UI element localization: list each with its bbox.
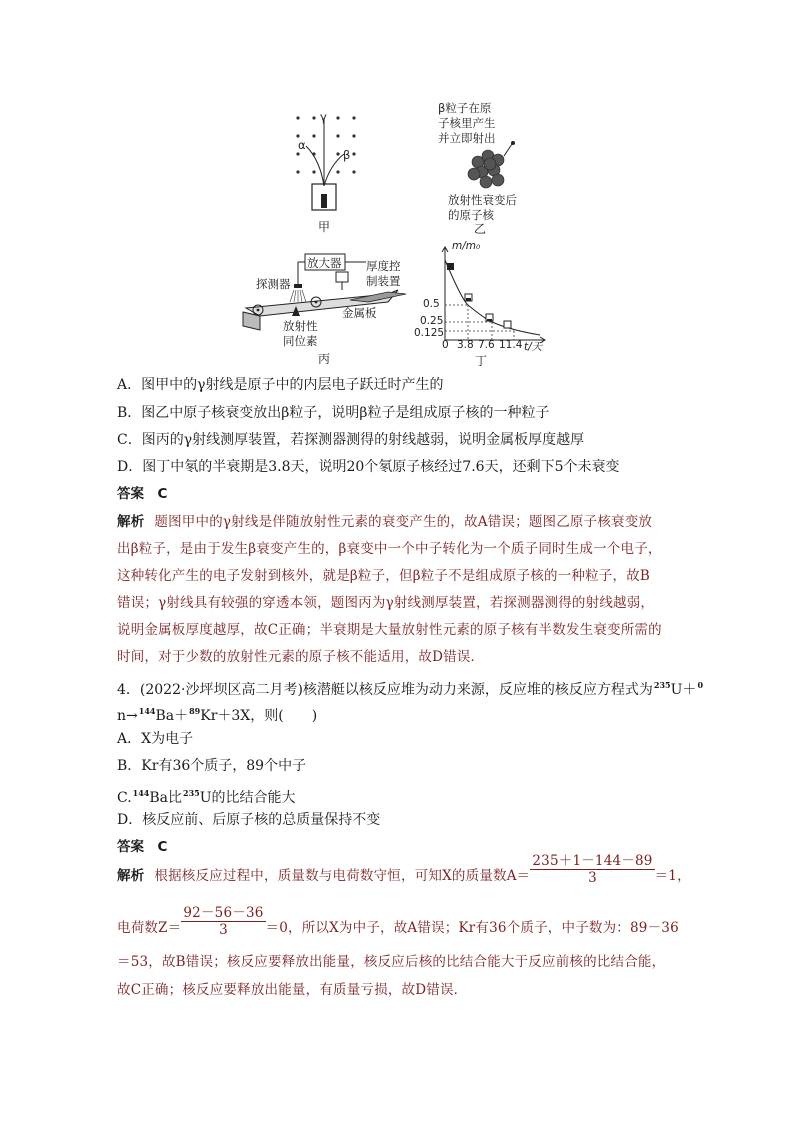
mass-number-fraction: [530, 853, 654, 886]
yi-text-4: 放射性衰变后: [448, 193, 517, 207]
q3-option-d: D．图丁中氡的半衰期是3.8天，说明20个氡原子核经过7.6天，还剩下5个未衰变: [117, 459, 620, 475]
u235-mass: 235: [653, 680, 671, 690]
xtick-2: 11.4: [499, 339, 523, 351]
metal-label: 金属板: [342, 306, 377, 320]
yi-text-1: β粒子在原: [438, 101, 492, 115]
q4-stem-2: [117, 701, 317, 726]
graph-xlabel: t/天: [524, 341, 543, 353]
caption-jia: 甲: [318, 220, 331, 234]
q4-stem-1: [117, 675, 703, 700]
q4-stem-text-1: 4．(2022·沙坪坝区高二月考)核潜艇以核反应堆为动力来源，反应堆的核反应方程式为: [117, 682, 653, 698]
ytick-2: 0.125: [414, 327, 445, 339]
q4-explanation-2: [117, 905, 679, 938]
ba144-mass: 144: [138, 706, 156, 716]
graph-origin: 0: [442, 339, 449, 351]
q4-stem-text-3: n→: [117, 708, 138, 724]
caption-yi: 乙: [474, 222, 487, 236]
alpha-label: α: [298, 138, 306, 152]
q4-exp-text-3: 电荷数Z＝: [117, 920, 182, 936]
charge-number-fraction: [181, 905, 265, 938]
nucleus-diagram: [460, 140, 540, 192]
xtick-1: 7.6: [478, 339, 495, 351]
q4-option-c-text-3: U的比结合能大: [199, 790, 296, 806]
q4-explanation-4: 故C正确；核反应要释放出能量，有质量亏损，故D错误．: [117, 982, 468, 998]
q3-answer: 答案 C: [117, 486, 168, 502]
q3-option-b: B．图乙中原子核衰变放出β粒子，说明β粒子是组成原子核的一种粒子: [117, 405, 550, 421]
q4-option-c: [117, 783, 296, 808]
q4-option-c-text-2: Ba比: [149, 790, 183, 806]
ytick-0: 0.5: [423, 298, 440, 310]
q4-option-b: B．Kr有36个质子，89个中子: [117, 758, 307, 774]
thickness-label-1: 厚度控: [366, 259, 401, 273]
q3-explanation-3: 这种转化产生的电子发射到核外，就是β粒子，但β粒子不是组成原子核的一种粒子，故B: [117, 568, 651, 584]
beta-label: β: [343, 148, 351, 162]
detector-label: 探测器: [256, 277, 291, 291]
caption-ding: 丁: [475, 354, 488, 368]
q4-stem-text-4: Ba＋: [155, 708, 189, 724]
yi-text-2: 子核里产生: [438, 116, 496, 130]
q4-exp-text-2: ＝1，: [654, 868, 691, 884]
ytick-1: 0.25: [420, 315, 444, 327]
q4-answer: 答案 C: [117, 839, 168, 855]
isotope-label-2: 同位素: [283, 334, 318, 348]
q3-exp-text-1: 题图甲中的γ射线是伴随放射性元素的衰变产生的，故A错误；题图乙原子核衰变放: [154, 514, 653, 530]
graph-ylabel: m/m₀: [452, 240, 481, 252]
q4-explanation-label: 解析: [117, 868, 145, 884]
gamma-label: γ: [320, 110, 327, 124]
q3-option-c: C．图丙的γ射线测厚装置，若探测器测得的射线越弱，说明金属板厚度越厚: [117, 432, 585, 448]
fraction-numerator: 235＋1－144－89: [532, 853, 653, 869]
fraction-numerator-2: 92－56－36: [183, 905, 264, 921]
amplifier-label: 放大器: [307, 256, 342, 270]
q4-option-d: D．核反应前、后原子核的总质量保持不变: [117, 812, 381, 828]
q3-explanation-1: [117, 512, 652, 532]
ba144-mass-c: 144: [132, 788, 150, 798]
q4-exp-text-1: 根据核反应过程中，质量数与电荷数守恒，可知X的质量数A＝: [154, 868, 531, 884]
q4-explanation-1: [117, 853, 691, 886]
yi-text-5: 的原子核: [448, 208, 494, 222]
isotope-label-1: 放射性: [283, 319, 318, 333]
caption-bing: 丙: [318, 352, 331, 366]
q4-option-c-text-1: C.: [117, 790, 132, 806]
yi-text-3: 并立即射出: [438, 131, 496, 145]
u235-mass-c: 235: [183, 788, 200, 798]
q4-explanation-3: ＝53，故B错误；核反应要释放出能量，核反应后核的比结合能大于反应前核的比结合能，: [117, 954, 666, 970]
fraction-denominator: 3: [588, 870, 597, 886]
kr89-mass: 89: [189, 706, 201, 716]
q3-explanation-2: 出β粒子，是由于发生β衰变产生的，β衰变中一个中子转化为一个质子同时生成一个电子，: [117, 541, 662, 557]
thickness-label-2: 制装置: [366, 274, 401, 288]
figure-jia: [290, 110, 370, 215]
decay-graph: [440, 242, 550, 344]
q3-explanation-6: 时间，对于少数的放射性元素的原子核不能适用，故D错误．: [117, 649, 485, 665]
q3-explanation-label: 解析: [117, 514, 145, 530]
q4-exp-text-4: ＝0，所以X为中子，故A错误；Kr有36个质子，中子数为：89－36: [265, 920, 679, 936]
neutron-mass: 0: [697, 680, 704, 690]
q3-explanation-4: 错误；γ射线具有较强的穿透本领，题图丙为γ射线测厚装置，若探测器测得的射线越弱，: [117, 595, 655, 611]
q4-option-a: A．X为电子: [117, 731, 194, 747]
fraction-denominator-2: 3: [219, 922, 228, 938]
q4-stem-text-5: Kr＋3X，则( ): [200, 708, 318, 724]
q3-option-a: A．图甲中的γ射线是原子中的内层电子跃迁时产生的: [117, 377, 444, 393]
q3-explanation-5: 说明金属板厚度越厚，故C正确；半衰期是大量放射性元素的原子核有半数发生衰变所需的: [117, 622, 662, 638]
xtick-0: 3.8: [457, 339, 474, 351]
q4-stem-text-2: U＋: [670, 682, 697, 698]
